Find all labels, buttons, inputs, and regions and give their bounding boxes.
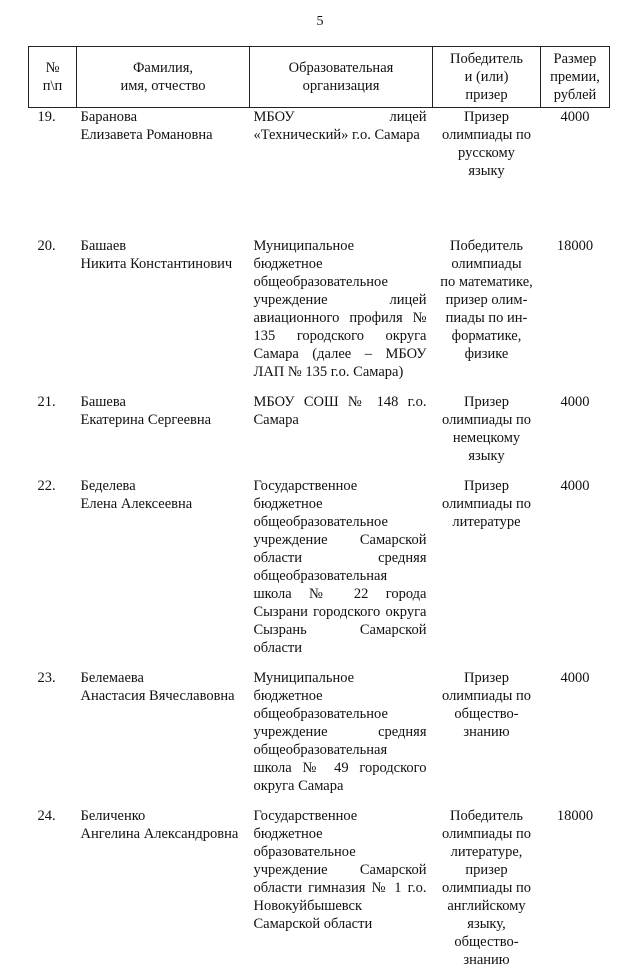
person-name: Беличенко Ангелина Александровна [80,808,239,842]
header-prize-amount: Размер премии, рублей [541,47,610,108]
header-full-name: Фамилия, имя, отчество [77,47,250,108]
header-organization: Образовательная организация [250,47,433,108]
page-number: 5 [316,14,324,29]
winner-status: Призер олимпиады по немецкому языку [442,394,531,464]
winner-status: Призер олимпиады по литературе [442,478,531,530]
table-row [29,669,610,807]
row-number: 21. [37,394,56,410]
prize-amount: 4000 [560,394,590,410]
table-row [29,108,610,238]
prize-amount: 4000 [560,478,590,494]
table-row [29,807,610,969]
organization-name: Государственное бюджетное общеобразовательное учреждение Самарской области средняя общеобразовательная школа № 22 города Сызрани городского округа Сызрань Самарской области [253,478,427,656]
person-name: Беделева Елена Алексеевна [80,478,193,512]
winners-table [28,46,610,969]
row-number: 22. [37,478,56,494]
table-row [29,393,610,477]
organization-name: Муниципальное бюджетное общеобразовательное учреждение средняя общеобразовательная школа № 49 городского округа Самара [253,670,427,794]
table-row [29,477,610,669]
winner-status: Призер олимпиады по общество- знанию [442,670,531,740]
row-number: 23. [37,670,56,686]
winner-status: Победитель олимпиады по литературе, призер олимпиады по английскому языку, общество- знанию [442,808,531,968]
table-row [29,237,610,393]
prize-amount: 18000 [556,808,594,824]
winner-status: Победитель олимпиады по математике, призер олим- пиады по ин- форматике, физике [440,238,533,362]
person-name: Белемаева Анастасия Вячеславовна [80,670,235,704]
row-number: 24. [37,808,56,824]
prize-amount: 18000 [556,238,594,254]
organization-name: Муниципальное бюджетное общеобразовательное учреждение лицей авиационного профиля № 135 городского округа Самара (далее – МБОУ ЛАП № 135 г.о. Самара) [253,238,427,380]
prize-amount: 4000 [560,109,590,125]
organization-name: Государственное бюджетное образовательное учреждение Самарской области гимназия № 1 г.о. Новокуйбышевск Самарской области [253,808,427,932]
table-header-row [29,47,610,108]
prize-amount: 4000 [560,670,590,686]
person-name: Баранова Елизавета Романовна [80,109,213,143]
person-name: Башева Екатерина Сергеевна [80,394,212,428]
header-number: № п\п [29,47,77,108]
organization-name: МБОУ лицей «Технический» г.о. Самара [253,109,427,143]
organization-name: МБОУ СОШ № 148 г.о. Самара [253,394,427,428]
person-name: Башаев Никита Константинович [80,238,233,272]
header-winner-status: Победитель и (или) призер [433,47,541,108]
row-number: 19. [37,109,56,125]
winner-status: Призер олимпиады по русскому языку [442,109,531,179]
row-number: 20. [37,238,56,254]
